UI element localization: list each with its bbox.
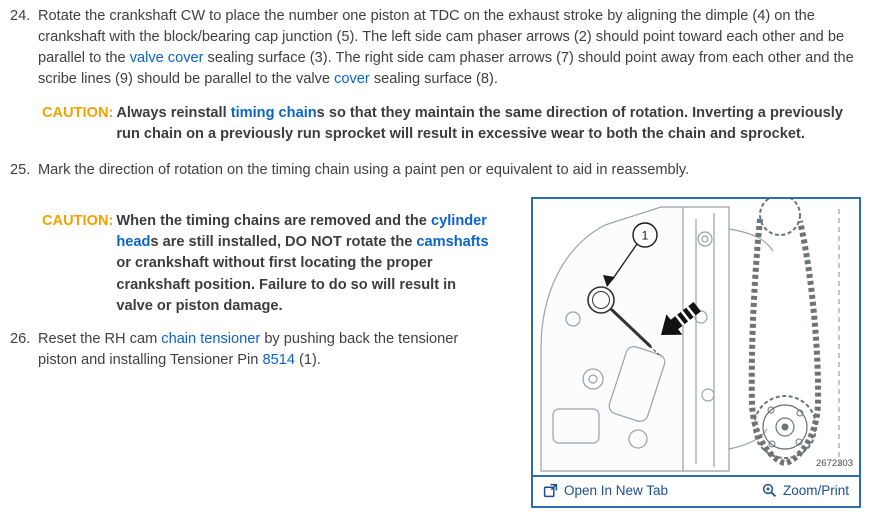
link-valve-cover[interactable]: valve cover — [129, 50, 204, 67]
link-camshafts[interactable]: camshafts — [416, 234, 489, 251]
link-cylinder-head[interactable]: cylinder head — [116, 213, 487, 251]
step-number: 25. — [10, 161, 31, 178]
text-segment: s are still installed, DO NOT rotate the — [150, 234, 417, 251]
text-segment: or crankshaft without first locating the proper crankshaft position. Failure to do so will result in valve or piston damage. — [116, 255, 457, 314]
step-24 — [0, 6, 894, 91]
step-number: 26. — [10, 330, 31, 347]
callout-1-label: 1 — [641, 228, 649, 243]
text-segment: by pushing back the tensioner piston and installing Tensioner Pin — [38, 330, 459, 369]
text-segment: sealing surface (3). The right side cam phaser arrows (7) should point away from each other and the scribe lines (9) should be parallel to the valve — [38, 50, 854, 88]
open-in-new-tab-button[interactable] — [543, 481, 668, 501]
engine-diagram-svg — [533, 199, 859, 475]
zoom-print-label: Zoom/Print — [782, 483, 849, 498]
caution-2 — [42, 211, 495, 317]
text-segment: Mark the direction of rotation on the timing chain using a paint pen or equivalent to aid in reassembly. — [38, 161, 690, 178]
figure-footer — [533, 475, 859, 506]
text-segment: Reset the RH cam — [38, 330, 162, 347]
figure-number: 2672303 — [816, 458, 853, 469]
text-segment: When the timing chains are removed and the — [116, 213, 431, 230]
caution-1 — [42, 103, 868, 145]
zoom-print-button[interactable] — [762, 481, 849, 501]
text-segment: sealing surface (8). — [369, 71, 498, 88]
figure-frame — [531, 197, 861, 508]
text-segment: s so that they maintain the same direction of rotation. Inverting a previously run chain on a previously run sprocket will result in excessive wear to both the chain and sprocket. — [116, 104, 843, 142]
caution-2-text — [116, 211, 495, 317]
caution-label: CAUTION: — [42, 213, 114, 230]
text-segment: (1). — [294, 352, 321, 369]
text-segment: Always reinstall — [116, 104, 231, 121]
step-number: 24. — [10, 8, 31, 24]
step-25 — [0, 160, 894, 181]
open-in-new-tab-label: Open In New Tab — [564, 483, 669, 498]
step-26-text — [38, 329, 489, 371]
link-timing-chain[interactable]: timing chain — [230, 104, 317, 121]
step-24-text — [38, 6, 878, 91]
zoom-icon — [762, 483, 777, 498]
step-26 — [0, 329, 505, 371]
text-segment: Rotate the crankshaft CW to place the number one piston at TDC on the exhaust stroke by aligning the dimple (4) on the crankshaft with the block/bearing cap junction (5). The left side cam phaser arrows (2) should point toward each other and be parallel to the — [38, 8, 845, 67]
left-column — [0, 211, 505, 371]
link-8514[interactable]: 8514 — [262, 352, 295, 369]
open-in-new-tab-icon — [543, 483, 558, 498]
step-25-text — [38, 160, 878, 181]
caution-1-text — [116, 103, 868, 145]
link-cover[interactable]: cover — [334, 71, 370, 88]
caution-label: CAUTION: — [42, 104, 114, 121]
link-chain-tensioner[interactable]: chain tensioner — [161, 330, 261, 347]
engine-diagram — [533, 199, 859, 475]
